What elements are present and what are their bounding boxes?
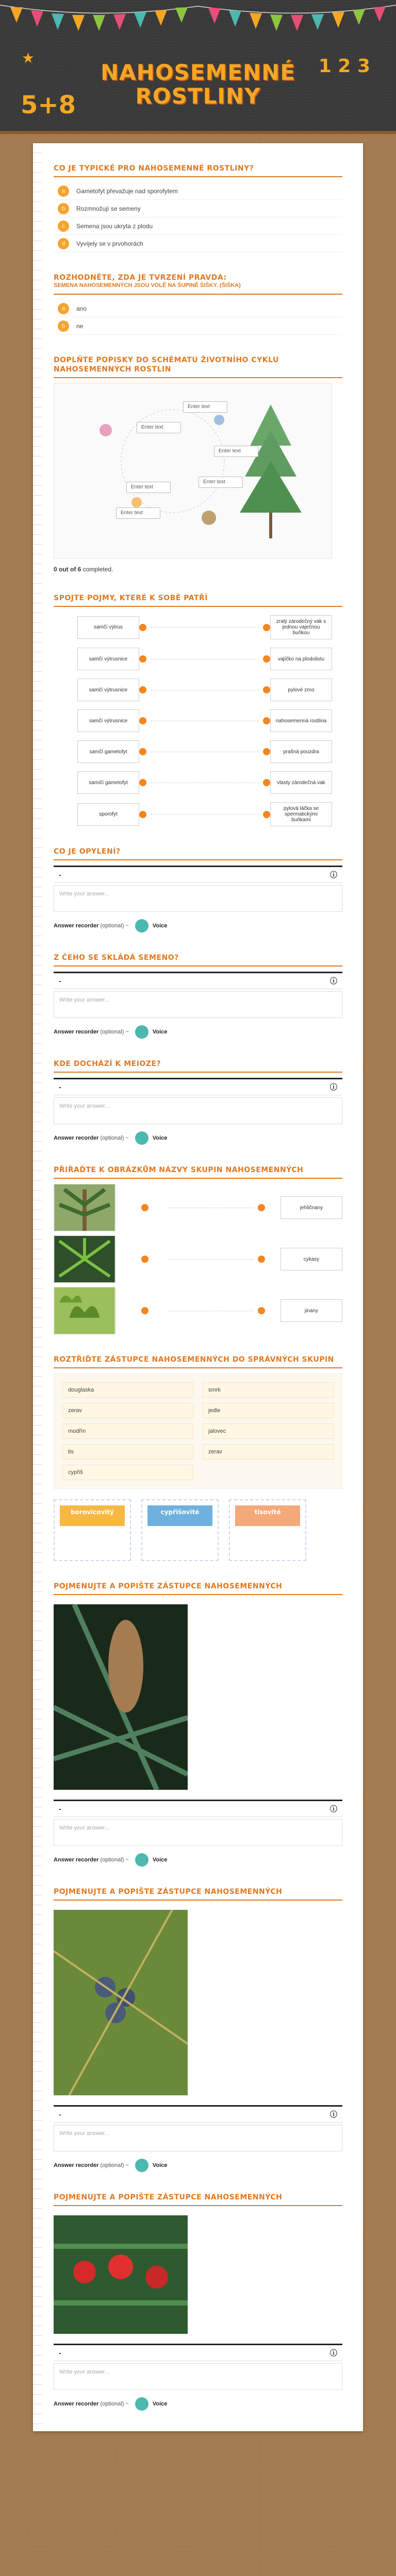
choice-b[interactable] [54,200,342,217]
match-row [54,648,342,670]
collapse-button[interactable]: - [59,2349,61,2357]
bucket-tisovite[interactable] [229,1499,306,1561]
question-10 [54,1582,342,1867]
cycad-photo [54,1235,116,1283]
answer-input[interactable]: Write your answer... [54,1819,342,1846]
match-handle[interactable] [263,686,270,693]
choice-letter: a [58,185,69,197]
diagram-label-6[interactable]: Enter text [116,507,160,519]
answer-input[interactable]: Write your answer... [54,2125,342,2151]
question-1 [54,164,342,252]
answer-recorder: Answer recorder (optional) ~ Voice [54,1131,342,1145]
voice-record-button[interactable] [135,1131,148,1145]
bucket-label: cypřišovité [147,1505,212,1526]
page-title: NAHOSEMENNÉ ROSTLINY [101,60,295,109]
match-row [54,771,342,794]
juniper-photo [54,1910,188,2095]
bunting-decoration [0,0,396,41]
question-title: CO JE TYPICKÉ PRO NAHOSEMENNÉ ROSTLINY? [54,164,254,173]
match-row [54,740,342,763]
question-title: POJMENUJTE A POPIŠTE ZÁSTUPCE NAHOSEMENNÝCH [54,1582,283,1590]
match-right[interactable]: jehličnany [280,1196,342,1219]
match-row [54,802,342,826]
voice-record-button[interactable] [135,919,148,933]
match-right[interactable]: nahosemenná rostlina [270,709,332,732]
match-handle[interactable] [263,811,270,818]
sort-item[interactable]: douglaska [62,1382,193,1398]
match-handle[interactable] [141,1307,148,1314]
question-title: KDE DOCHÁZÍ K MEIOZE? [54,1060,161,1068]
choice-d[interactable] [54,235,342,252]
choice-a[interactable] [54,300,342,317]
sort-item[interactable]: zerav [203,1444,334,1460]
answer-toolbar [54,2344,342,2361]
question-title: PŘIŘAĎTE K OBRÁZKŮM NÁZVY SKUPIN NAHOSEMENNÝCH [54,1166,304,1174]
question-12 [54,2193,342,2411]
question-9 [54,1355,342,1561]
choice-text: ne [76,322,84,330]
info-icon[interactable]: ⓘ [330,977,337,985]
sort-buckets [54,1499,342,1561]
question-2 [54,273,342,335]
match-left[interactable]: samčí gametofyt [77,740,139,763]
life-cycle-diagram [54,383,332,558]
answer-toolbar [54,1078,342,1095]
choice-letter: b [58,320,69,332]
question-title: SPOJTE POJMY, KTERÉ K SOBĚ PATŘÍ [54,594,208,602]
choice-letter: d [58,238,69,249]
collapse-button[interactable]: - [59,1805,61,1813]
answer-recorder: Answer recorder (optional) ~ Voice [54,919,342,933]
answer-input[interactable]: Write your answer... [54,885,342,912]
match-handle[interactable] [141,1204,148,1211]
answer-input[interactable]: Write your answer... [54,2363,342,2390]
match-right[interactable]: vlasty zárodečná vak [270,771,332,794]
match-left[interactable]: sporofyt [77,803,139,826]
choice-c[interactable] [54,217,342,235]
match-handle[interactable] [258,1307,265,1314]
answer-input[interactable]: Write your answer... [54,1097,342,1124]
voice-record-button[interactable] [135,2397,148,2411]
choice-letter: c [58,221,69,232]
choice-text: Vyvíjely se v prvohorách [76,240,143,247]
worksheet [33,143,363,2431]
completion-status: 0 out of 6 completed. [54,566,113,573]
answer-toolbar [54,866,342,883]
fir-cone-photo [54,1604,188,1790]
info-icon[interactable]: ⓘ [330,1805,337,1813]
match-left[interactable]: samčí výtrus [77,616,139,639]
answer-recorder: Answer recorder (optional) ~ Voice [54,2397,342,2411]
match-handle[interactable] [263,717,270,724]
match-row [54,679,342,701]
question-title: ROZTŘIĎTE ZÁSTUPCE NAHOSEMENNÝCH DO SPRÁVNÝCH SKUPIN [54,1355,334,1364]
collapse-button[interactable]: - [59,977,61,985]
bucket-label: tisovité [235,1505,300,1526]
match-handle[interactable] [263,779,270,786]
question-4 [54,594,342,826]
question-3 [54,355,342,573]
chalkboard-header [0,0,396,134]
bucket-borovicovite[interactable] [54,1499,131,1561]
question-title: Z ČEHO SE SKLÁDÁ SEMENO? [54,954,179,962]
match-right[interactable]: cykasy [280,1248,342,1270]
sort-item[interactable]: zerav [62,1403,193,1418]
match-row [54,709,342,732]
diagram-label-4[interactable]: Enter text [126,482,171,493]
info-icon[interactable]: ⓘ [330,2110,337,2119]
star-icon: ★ [22,50,35,66]
voice-record-button[interactable] [135,2159,148,2172]
question-5 [54,847,342,933]
info-icon[interactable]: ⓘ [330,871,337,879]
answer-recorder: Answer recorder (optional) ~ Voice [54,1853,342,1867]
question-title: CO JE OPYLENÍ? [54,848,121,856]
choice-text: Rozmnožují se semeny [76,205,141,212]
question-8 [54,1165,342,1334]
voice-record-button[interactable] [135,1853,148,1867]
match-left[interactable]: samčí výtrusnice [77,648,139,670]
sort-item[interactable]: jedle [203,1403,334,1418]
match-row [54,1184,342,1231]
match-right[interactable]: jinany [280,1299,342,1322]
choice-b[interactable] [54,317,342,335]
match-handle[interactable] [139,655,146,663]
diagram-label-3[interactable]: Enter text [214,446,258,457]
match-right[interactable]: pylové zrno [270,679,332,701]
question-subtitle: SEMENA NAHOSEMENNÝCH JSOU VOLĚ NA ŠUPINĚ ŠIŠKY. (ŠIŠKA) [54,282,241,289]
question-6 [54,953,342,1039]
match-left[interactable]: samčí výtrusnice [77,679,139,701]
ginkgo-photo [54,1287,116,1334]
question-11 [54,1887,342,2172]
voice-record-button[interactable] [135,1025,148,1039]
collapse-button[interactable]: - [59,2110,61,2119]
sort-item[interactable]: smrk [203,1382,334,1398]
match-handle[interactable] [258,1204,265,1211]
match-right[interactable]: pylová láčka se spermatickými buňkami [270,802,332,826]
match-handle[interactable] [139,717,146,724]
sort-item[interactable]: modřín [62,1423,193,1439]
match-handle[interactable] [263,655,270,663]
sort-item[interactable]: jalovec [203,1423,334,1439]
choice-text: ano [76,304,87,312]
answer-recorder: Answer recorder (optional) ~ Voice [54,2159,342,2172]
match-left[interactable]: samičí gametofyt [77,771,139,794]
match-row [54,1287,342,1334]
match-handle[interactable] [139,811,146,818]
question-title: POJMENUJTE A POPIŠTE ZÁSTUPCE NAHOSEMENNÝCH [54,1888,283,1896]
collapse-button[interactable]: - [59,871,61,879]
answer-toolbar [54,2105,342,2123]
match-handle[interactable] [139,624,146,631]
sort-items [54,1374,342,1489]
choice-letter: b [58,203,69,214]
choice-a[interactable] [54,182,342,200]
answer-input[interactable]: Write your answer... [54,991,342,1018]
question-7 [54,1059,342,1145]
match-right[interactable]: prašná pouzdra [270,740,332,763]
choice-letter: a [58,303,69,314]
math-decoration-right: 1 2 3 [318,56,370,77]
choice-text: Gametofyt převažuje nad sporofytem [76,187,178,195]
answer-toolbar [54,1800,342,1817]
match-handle[interactable] [139,686,146,693]
yew-photo [54,2215,188,2334]
match-handle[interactable] [139,748,146,755]
question-title: ROZHODNĚTE, ZDA JE TVRZENÍ PRAVDA: [54,274,227,282]
match-handle[interactable] [263,748,270,755]
sort-item[interactable]: cypřiš [62,1465,193,1480]
info-icon[interactable]: ⓘ [330,2349,337,2357]
match-handle[interactable] [258,1256,265,1263]
math-decoration-left: 5+8 [21,91,76,120]
conifer-photo [54,1184,116,1231]
match-handle[interactable] [263,624,270,631]
bucket-cyprisovite[interactable] [141,1499,219,1561]
info-icon[interactable]: ⓘ [330,1083,337,1091]
answer-recorder: Answer recorder (optional) ~ Voice [54,1025,342,1039]
question-title: POJMENUJTE A POPIŠTE ZÁSTUPCE NAHOSEMENNÝCH [54,2193,283,2201]
match-left[interactable]: samčí výtrusnice [77,709,139,732]
match-right[interactable]: vajíčko na plodolistu [270,648,332,670]
sort-item[interactable]: tis [62,1444,193,1460]
match-handle[interactable] [139,779,146,786]
answer-toolbar [54,972,342,989]
bucket-label: borovicovitý [60,1505,125,1526]
match-right[interactable]: zralý zárodečný vak s jednou vaječnou buňkou [270,615,332,639]
collapse-button[interactable]: - [59,1083,61,1091]
match-row [54,615,342,639]
diagram-label-1[interactable]: Enter text [183,401,227,413]
question-title: DOPLŇTE POPISKY DO SCHÉMATU ŽIVOTNÍHO CYKLU NAHOSEMENNÝCH ROSTLIN [54,356,279,374]
diagram-label-2[interactable]: Enter text [137,422,181,433]
choice-text: Semena jsou ukryta z plodu [76,222,153,230]
match-handle[interactable] [141,1256,148,1263]
match-row [54,1235,342,1283]
diagram-label-5[interactable]: Enter text [199,477,243,488]
